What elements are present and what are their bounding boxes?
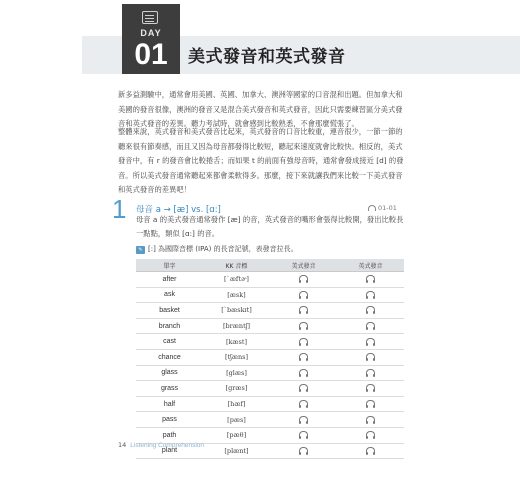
word-cell: after xyxy=(136,272,203,288)
headphones-icon xyxy=(299,322,308,328)
word-cell: pass xyxy=(136,412,203,428)
american-audio-cell[interactable] xyxy=(270,365,337,381)
headphones-icon xyxy=(299,353,308,359)
table-row xyxy=(136,381,404,397)
headphones-icon xyxy=(366,306,375,312)
headphones-icon xyxy=(368,205,376,211)
table-header-row xyxy=(136,259,404,272)
headphones-icon xyxy=(366,447,375,453)
word-cell: glass xyxy=(136,365,203,381)
british-audio-cell[interactable] xyxy=(337,287,404,303)
calendar-icon xyxy=(142,11,158,24)
kk-cell: [pæs] xyxy=(203,412,270,428)
american-audio-cell[interactable] xyxy=(270,272,337,288)
kk-cell: [pæθ] xyxy=(203,427,270,443)
headphones-icon xyxy=(299,384,308,390)
headphones-icon xyxy=(366,353,375,359)
headphones-icon xyxy=(366,369,375,375)
word-cell: ask xyxy=(136,287,203,303)
british-audio-cell[interactable] xyxy=(337,381,404,397)
header-american: 美式發音 xyxy=(270,259,337,272)
day-badge xyxy=(122,4,180,74)
american-audio-cell[interactable] xyxy=(270,349,337,365)
american-audio-cell[interactable] xyxy=(270,334,337,350)
kk-cell: [æsk] xyxy=(203,287,270,303)
section-name: Listening Comprehension xyxy=(130,442,204,449)
headphones-icon xyxy=(366,291,375,297)
audio-track-number: 01-01 xyxy=(378,204,397,212)
headphones-icon xyxy=(299,275,308,281)
american-audio-cell[interactable] xyxy=(270,381,337,397)
pencil-note-icon: ✎ xyxy=(136,246,145,254)
kk-cell: [hæf] xyxy=(203,396,270,412)
table-row xyxy=(136,412,404,428)
american-audio-cell[interactable] xyxy=(270,443,337,459)
section-title: 母音 a → [æ] vs. [ɑ:] xyxy=(136,205,221,215)
british-audio-cell[interactable] xyxy=(337,318,404,334)
headphones-icon xyxy=(366,322,375,328)
kk-cell: [glæs] xyxy=(203,365,270,381)
british-audio-cell[interactable] xyxy=(337,443,404,459)
headphones-icon xyxy=(299,431,308,437)
headphones-icon xyxy=(299,400,308,406)
headphones-icon xyxy=(299,306,308,312)
table-row xyxy=(136,287,404,303)
american-audio-cell[interactable] xyxy=(270,287,337,303)
british-audio-cell[interactable] xyxy=(337,396,404,412)
word-cell: grass xyxy=(136,381,203,397)
american-audio-cell[interactable] xyxy=(270,412,337,428)
word-cell: plant xyxy=(136,443,203,459)
word-cell: cast xyxy=(136,334,203,350)
british-audio-cell[interactable] xyxy=(337,303,404,319)
section-number: 1 xyxy=(112,194,127,224)
british-audio-cell[interactable] xyxy=(337,272,404,288)
headphones-icon xyxy=(299,369,308,375)
headphones-icon xyxy=(299,338,308,344)
headphones-icon xyxy=(366,400,375,406)
ipa-note xyxy=(136,244,298,254)
table-row xyxy=(136,334,404,350)
chapter-title: 美式發音和英式發音 xyxy=(188,47,346,67)
headphones-icon xyxy=(366,275,375,281)
headphones-icon xyxy=(366,416,375,422)
headphones-icon xyxy=(366,431,375,437)
word-cell: half xyxy=(136,396,203,412)
american-audio-cell[interactable] xyxy=(270,318,337,334)
american-audio-cell[interactable] xyxy=(270,396,337,412)
header-word: 單字 xyxy=(136,259,203,272)
kk-cell: [plænt] xyxy=(203,443,270,459)
headphones-icon xyxy=(299,416,308,422)
table-row xyxy=(136,396,404,412)
headphones-icon xyxy=(366,384,375,390)
word-cell: basket xyxy=(136,303,203,319)
section-body: 母音 a 的美式發音通常發作 [æ] 的音，英式發音的嘴形會張得比較開，發出比較長一點點，類似 [ɑ:] 的音。 xyxy=(136,215,404,238)
american-audio-cell[interactable] xyxy=(270,427,337,443)
kk-cell: [ˋbæskɪt] xyxy=(203,303,270,319)
audio-track-ref[interactable] xyxy=(368,204,397,212)
header-kk: KK 音標 xyxy=(203,259,270,272)
intro-paragraph-1: 新多益測驗中，通常會用美國、英國、加拿大、澳洲等國家的口音混和出題。但加拿大和美國的發音很像，澳洲的發音又是混合美式發音和英式發音，因此只需要練習區分美式發音和英式發音的差異。聽力考試時，就會感到比較熟悉，不會那麼慌張了。 xyxy=(118,90,403,128)
table-row xyxy=(136,365,404,381)
headphones-icon xyxy=(366,338,375,344)
header-british: 英式發音 xyxy=(337,259,404,272)
table-row xyxy=(136,303,404,319)
table-row xyxy=(136,349,404,365)
kk-cell: [kæst] xyxy=(203,334,270,350)
word-cell: path xyxy=(136,427,203,443)
table-row xyxy=(136,272,404,288)
word-cell: branch xyxy=(136,318,203,334)
day-label: DAY xyxy=(140,28,162,38)
kk-cell: [ˋæftɚ] xyxy=(203,272,270,288)
day-number: 01 xyxy=(134,38,168,71)
british-audio-cell[interactable] xyxy=(337,412,404,428)
pronunciation-table xyxy=(136,259,404,459)
british-audio-cell[interactable] xyxy=(337,365,404,381)
intro-paragraph-2: 整體來說，英式發音和美式發音比起來，英式發音的口音比較重，連音很少，一節一節的聽來很有節奏感，而且又因為母音都發得比較短，聽起來速度就會比較快。相反的，美式發音中，有 r 的發音會比較捲舌；而如果 t 的前面有強母音時，通常會發成接近 [d] 的發音。所以美式發音通常聽起來都會柔軟得多。那麼，接下來就讓我們來比較一下美式發音和英式發音的差異吧！ xyxy=(118,127,404,194)
kk-cell: [tʃæns] xyxy=(203,349,270,365)
british-audio-cell[interactable] xyxy=(337,427,404,443)
british-audio-cell[interactable] xyxy=(337,349,404,365)
word-cell: chance xyxy=(136,349,203,365)
ipa-note-text: [:] 為國際音標 (IPA) 的長音記號，表發音拉長。 xyxy=(148,245,298,253)
american-audio-cell[interactable] xyxy=(270,303,337,319)
page-number: 14 xyxy=(118,441,127,449)
headphones-icon xyxy=(299,291,308,297)
british-audio-cell[interactable] xyxy=(337,334,404,350)
headphones-icon xyxy=(299,447,308,453)
page-footer xyxy=(118,441,204,449)
kk-cell: [græs] xyxy=(203,381,270,397)
table-row xyxy=(136,318,404,334)
kk-cell: [bræntʃ] xyxy=(203,318,270,334)
